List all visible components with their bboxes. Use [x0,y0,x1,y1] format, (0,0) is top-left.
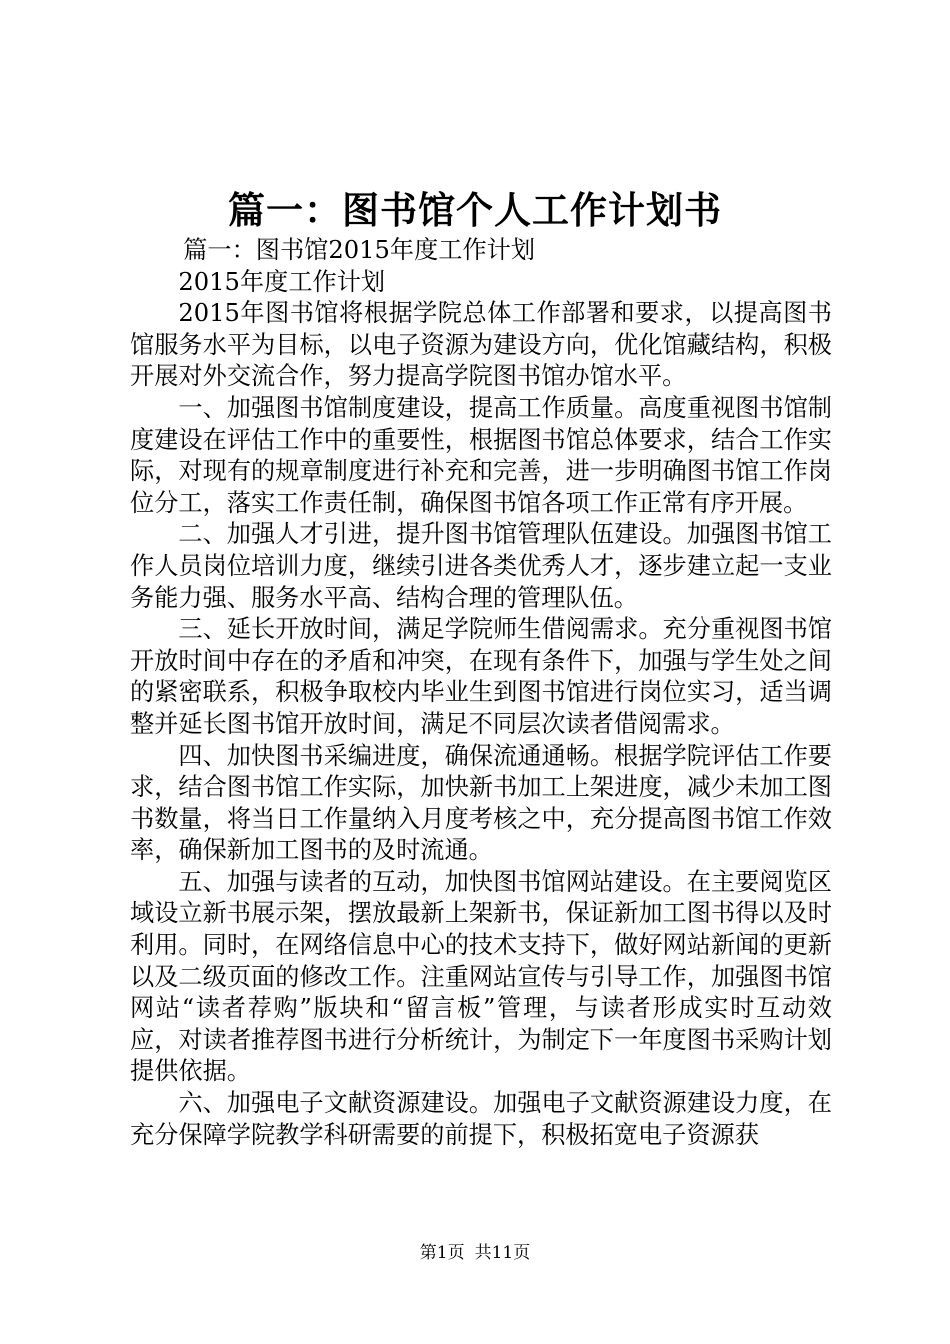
paragraph-item-1: 一、加强图书馆制度建设，提高工作质量。高度重视图书馆制度建设在评估工作中的重要性，根据图书馆总体要求，结合工作实际，对现有的规章制度进行补充和完善，进一步明确图书馆工作岗位分工，落实工作责任制，确保图书馆各项工作正常有序开展。 [130,393,832,517]
document-title: 篇一：图书馆个人工作计划书 [228,188,722,232]
paragraph-item-6: 六、加强电子文献资源建设。加强电子文献资源建设力度，在充分保障学院教学科研需要的前提下，积极拓宽电子资源获 [130,1089,832,1149]
paragraph-item-2: 二、加强人才引进，提升图书馆管理队伍建设。加强图书馆工作人员岗位培训力度，继续引进各类优秀人才，逐步建立起一支业务能力强、服务水平高、结构合理的管理队伍。 [130,520,832,612]
paragraph-item-3: 三、延长开放时间，满足学院师生借阅需求。充分重视图书馆开放时间中存在的矛盾和冲突，在现有条件下，加强与学生处之间的紧密联系，积极争取校内毕业生到图书馆进行岗位实习，适当调整并延长图书馆开放时间，满足不同层次读者借阅需求。 [130,615,832,738]
paragraph-plan-heading: 2015年度工作计划 [178,267,386,296]
paragraph-subtitle: 篇一：图书馆2015年度工作计划 [183,236,536,264]
document-body [130,235,832,1151]
page-total: 共11页 [474,1243,531,1263]
page-number: 第1页 [419,1243,465,1263]
paragraph-intro: 2015年图书馆将根据学院总体工作部署和要求，以提高图书馆服务水平为目标，以电子资源为建设方向，优化馆藏结构，积极开展对外交流合作，努力提高学院图书馆办馆水平。 [130,299,832,391]
page-footer [0,1241,950,1265]
paragraph-item-4: 四、加快图书采编进度，确保流通通畅。根据学院评估工作要求，结合图书馆工作实际，加快新书加工上架进度，减少未加工图书数量，将当日工作量纳入月度考核之中，充分提高图书馆工作效率，确保新加工图书的及时流通。 [130,741,832,865]
paragraph-item-5: 五、加强与读者的互动，加快图书馆网站建设。在主要阅览区域设立新书展示架，摆放最新上架新书，保证新加工图书得以及时利用。同时，在网络信息中心的技术支持下，做好网站新闻的更新以及二级页面的修改工作。注重网站宣传与引导工作，加强图书馆网站“读者荐购”版块和“留言板”管理，与读者形成实时互动效应，对读者推荐图书进行分析统计，为制定下一年度图书采购计划提供依据。 [130,867,832,1086]
